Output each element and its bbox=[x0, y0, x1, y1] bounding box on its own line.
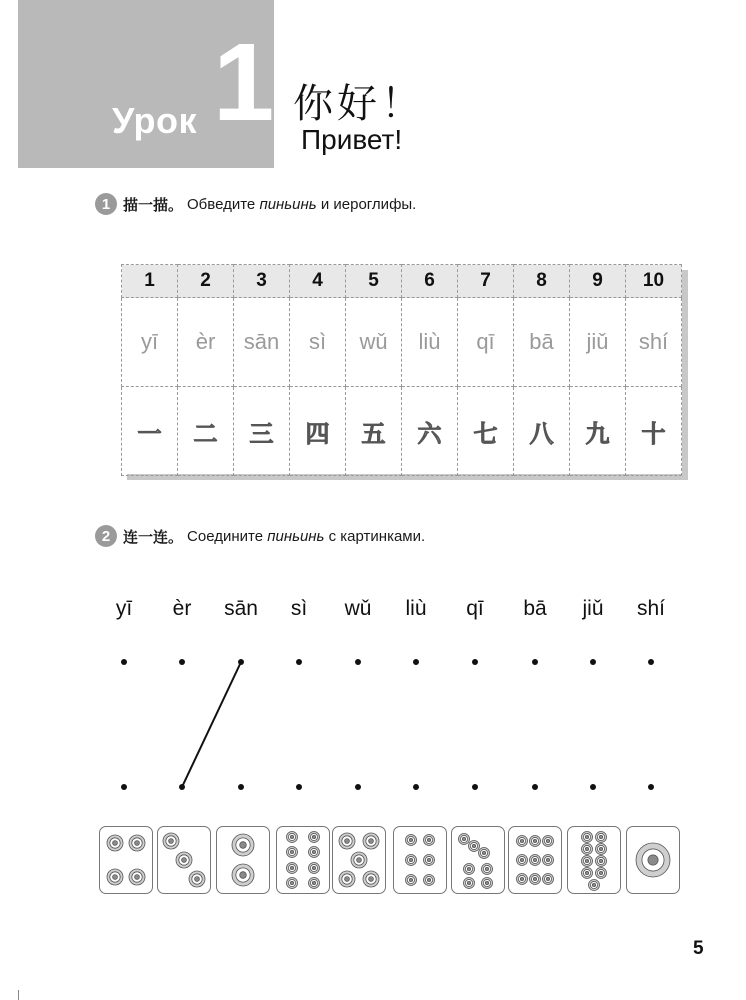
pinyin-connect-dot[interactable] bbox=[121, 659, 127, 665]
tile-circle bbox=[427, 858, 430, 861]
match-pinyin-label: sì bbox=[290, 597, 308, 620]
tile-connect-dot[interactable] bbox=[413, 784, 419, 790]
exercise-number-badge: 2 bbox=[95, 525, 117, 547]
tile-circle bbox=[357, 858, 362, 863]
tile-circle bbox=[467, 881, 470, 884]
hanzi-character: 十 bbox=[641, 418, 666, 448]
six-circles-icon bbox=[394, 827, 446, 893]
pinyin-connect-dot[interactable] bbox=[238, 659, 244, 665]
tile-connect-dot[interactable] bbox=[648, 784, 654, 790]
three-circles-diagonal-icon bbox=[158, 827, 210, 893]
tile-three-circles-diagonal[interactable] bbox=[157, 826, 211, 894]
tile-circle bbox=[240, 872, 247, 879]
tile-circle bbox=[585, 847, 588, 850]
tile-eight-circles[interactable] bbox=[276, 826, 330, 894]
tile-circle bbox=[585, 835, 588, 838]
tile-circle bbox=[345, 877, 350, 882]
hanzi-character: 八 bbox=[529, 418, 554, 448]
eight-circles-icon bbox=[277, 827, 329, 893]
tile-connect-dot[interactable] bbox=[472, 784, 478, 790]
pinyin-cell[interactable]: wǔ bbox=[346, 298, 402, 387]
hanzi-cell[interactable] bbox=[234, 387, 290, 476]
tile-two-circles[interactable] bbox=[216, 826, 270, 894]
tile-connect-dot[interactable] bbox=[532, 784, 538, 790]
four-circles-icon bbox=[100, 827, 152, 893]
tile-circle bbox=[472, 844, 475, 847]
tile-circle bbox=[427, 878, 430, 881]
lesson-word: Урок bbox=[112, 100, 198, 141]
tile-one-circle[interactable] bbox=[626, 826, 680, 894]
hanzi-character: 四 bbox=[305, 418, 330, 448]
pinyin-cell[interactable]: liù bbox=[402, 298, 458, 387]
match-pinyin-label: liù bbox=[405, 597, 427, 620]
tracing-table bbox=[121, 264, 682, 474]
tile-circle bbox=[290, 881, 293, 884]
tile-circle bbox=[648, 855, 658, 865]
exercise-title-chinese: 描一描。 bbox=[123, 196, 184, 214]
tile-circle bbox=[427, 838, 430, 841]
tile-circle bbox=[312, 881, 315, 884]
tile-circle bbox=[546, 839, 549, 842]
tile-circle bbox=[409, 858, 412, 861]
exercise-instruction: Соедините пиньинь с картинками. bbox=[187, 527, 426, 545]
tile-seven-circles[interactable] bbox=[451, 826, 505, 894]
hanzi-cell[interactable] bbox=[346, 387, 402, 476]
tile-circle bbox=[135, 875, 140, 880]
hanzi-cell[interactable] bbox=[290, 387, 346, 476]
pinyin-connect-dot[interactable] bbox=[179, 659, 185, 665]
tile-circle bbox=[409, 878, 412, 881]
pinyin-connect-dot[interactable] bbox=[472, 659, 478, 665]
number-cell: 5 bbox=[346, 265, 402, 298]
match-pinyin-label: sān bbox=[224, 597, 258, 620]
hanzi-character: 一 bbox=[137, 418, 162, 448]
tile-circle bbox=[369, 877, 374, 882]
tile-circle bbox=[369, 839, 374, 844]
lesson-title-russian: Привет! bbox=[301, 124, 403, 155]
pinyin-cell[interactable]: sì bbox=[290, 298, 346, 387]
hanzi-character: 九 bbox=[585, 418, 610, 448]
tile-circle bbox=[520, 858, 523, 861]
tile-circle bbox=[599, 847, 602, 850]
tile-circle bbox=[467, 867, 470, 870]
tile-circle bbox=[312, 866, 315, 869]
tile-circle bbox=[546, 877, 549, 880]
pinyin-cell[interactable]: bā bbox=[514, 298, 570, 387]
number-cell: 6 bbox=[402, 265, 458, 298]
exercise-2-heading bbox=[95, 525, 425, 547]
tile-circle bbox=[485, 867, 488, 870]
tile-four-circles[interactable] bbox=[99, 826, 153, 894]
pinyin-connect-dot[interactable] bbox=[355, 659, 361, 665]
tile-connect-dot[interactable] bbox=[296, 784, 302, 790]
tile-circle bbox=[113, 875, 118, 880]
tile-connect-dot[interactable] bbox=[590, 784, 596, 790]
hanzi-character: 三 bbox=[249, 418, 274, 448]
hanzi-cell[interactable] bbox=[122, 387, 178, 476]
example-connection-line bbox=[182, 662, 241, 787]
nine-circles-column-icon bbox=[568, 827, 620, 893]
hanzi-cell[interactable] bbox=[402, 387, 458, 476]
tile-circle bbox=[546, 858, 549, 861]
hanzi-character: 五 bbox=[361, 418, 386, 448]
tile-circle bbox=[345, 839, 350, 844]
number-cell: 2 bbox=[178, 265, 234, 298]
tile-circle bbox=[290, 866, 293, 869]
hanzi-cell[interactable] bbox=[626, 387, 682, 476]
exercise-instruction: Обведите пиньинь и иероглифы. bbox=[187, 195, 417, 213]
tile-circle bbox=[113, 841, 118, 846]
tile-connect-dot[interactable] bbox=[121, 784, 127, 790]
hanzi-character: 六 bbox=[417, 418, 442, 448]
tile-circle bbox=[599, 835, 602, 838]
tile-circle bbox=[312, 850, 315, 853]
tile-circle bbox=[485, 881, 488, 884]
tile-circle bbox=[533, 877, 536, 880]
match-pinyin-label: bā bbox=[523, 597, 547, 620]
tile-circle bbox=[240, 842, 247, 849]
pinyin-cell[interactable]: sān bbox=[234, 298, 290, 387]
nine-circles-grid-icon bbox=[509, 827, 561, 893]
pinyin-cell[interactable]: èr bbox=[178, 298, 234, 387]
tile-circle bbox=[182, 858, 187, 863]
tile-six-circles[interactable] bbox=[393, 826, 447, 894]
lesson-title-chinese: 你好！ bbox=[293, 81, 425, 127]
match-pinyin-label: wǔ bbox=[344, 597, 372, 620]
exercise-1-heading bbox=[95, 193, 416, 215]
hanzi-row bbox=[122, 387, 682, 476]
seven-circles-icon bbox=[452, 827, 504, 893]
tile-circle bbox=[520, 839, 523, 842]
match-pinyin-label: èr bbox=[172, 597, 192, 620]
pinyin-connect-dot[interactable] bbox=[296, 659, 302, 665]
tile-nine-circles-column[interactable] bbox=[567, 826, 621, 894]
tile-circle bbox=[290, 835, 293, 838]
number-cell: 1 bbox=[122, 265, 178, 298]
hanzi-cell[interactable] bbox=[458, 387, 514, 476]
number-cell: 7 bbox=[458, 265, 514, 298]
pinyin-connect-dot[interactable] bbox=[590, 659, 596, 665]
pinyin-connect-dot[interactable] bbox=[648, 659, 654, 665]
hanzi-cell[interactable] bbox=[514, 387, 570, 476]
tile-five-circles[interactable] bbox=[332, 826, 386, 894]
hanzi-cell[interactable] bbox=[570, 387, 626, 476]
tile-circle bbox=[599, 871, 602, 874]
two-circles-icon bbox=[217, 827, 269, 893]
page-number: 5 bbox=[693, 938, 704, 959]
tile-connect-dot[interactable] bbox=[238, 784, 244, 790]
number-cell: 4 bbox=[290, 265, 346, 298]
tile-circle bbox=[409, 838, 412, 841]
tile-connect-dot[interactable] bbox=[179, 784, 185, 790]
number-row bbox=[122, 265, 682, 298]
tile-circle bbox=[520, 877, 523, 880]
pinyin-cell[interactable]: yī bbox=[122, 298, 178, 387]
lesson-number: 1 bbox=[213, 21, 275, 144]
number-cell: 3 bbox=[234, 265, 290, 298]
tile-circle bbox=[482, 851, 485, 854]
exercise-number-badge: 1 bbox=[95, 193, 117, 215]
tile-circle bbox=[585, 859, 588, 862]
pinyin-cell[interactable]: shí bbox=[626, 298, 682, 387]
tile-circle bbox=[290, 850, 293, 853]
tile-circle bbox=[533, 839, 536, 842]
hanzi-cell[interactable] bbox=[178, 387, 234, 476]
number-cell: 8 bbox=[514, 265, 570, 298]
pinyin-connect-dot[interactable] bbox=[532, 659, 538, 665]
number-cell: 9 bbox=[570, 265, 626, 298]
tile-circle bbox=[312, 835, 315, 838]
margin-mark bbox=[18, 990, 19, 1000]
tile-circle bbox=[599, 859, 602, 862]
tile-circle bbox=[533, 858, 536, 861]
hanzi-character: 七 bbox=[473, 418, 498, 448]
pinyin-cell[interactable]: qī bbox=[458, 298, 514, 387]
five-circles-icon bbox=[333, 827, 385, 893]
number-cell: 10 bbox=[626, 265, 682, 298]
exercise-title-chinese: 连一连。 bbox=[123, 528, 184, 546]
tile-circle bbox=[592, 883, 595, 886]
tile-circle bbox=[462, 837, 465, 840]
match-pinyin-label: yī bbox=[115, 597, 133, 620]
hanzi-character: 二 bbox=[193, 418, 218, 448]
tile-connect-dot[interactable] bbox=[355, 784, 361, 790]
tile-circle bbox=[195, 877, 200, 882]
pinyin-cell[interactable]: jiǔ bbox=[570, 298, 626, 387]
tile-nine-circles-grid[interactable] bbox=[508, 826, 562, 894]
tile-circle bbox=[169, 839, 174, 844]
match-pinyin-label: jiǔ bbox=[582, 597, 604, 620]
tile-circle bbox=[585, 871, 588, 874]
pinyin-connect-dot[interactable] bbox=[413, 659, 419, 665]
match-pinyin-label: qī bbox=[466, 597, 484, 620]
pinyin-row bbox=[122, 298, 682, 387]
one-circle-icon bbox=[627, 827, 679, 893]
match-pinyin-label: shí bbox=[636, 597, 665, 620]
tile-circle bbox=[135, 841, 140, 846]
